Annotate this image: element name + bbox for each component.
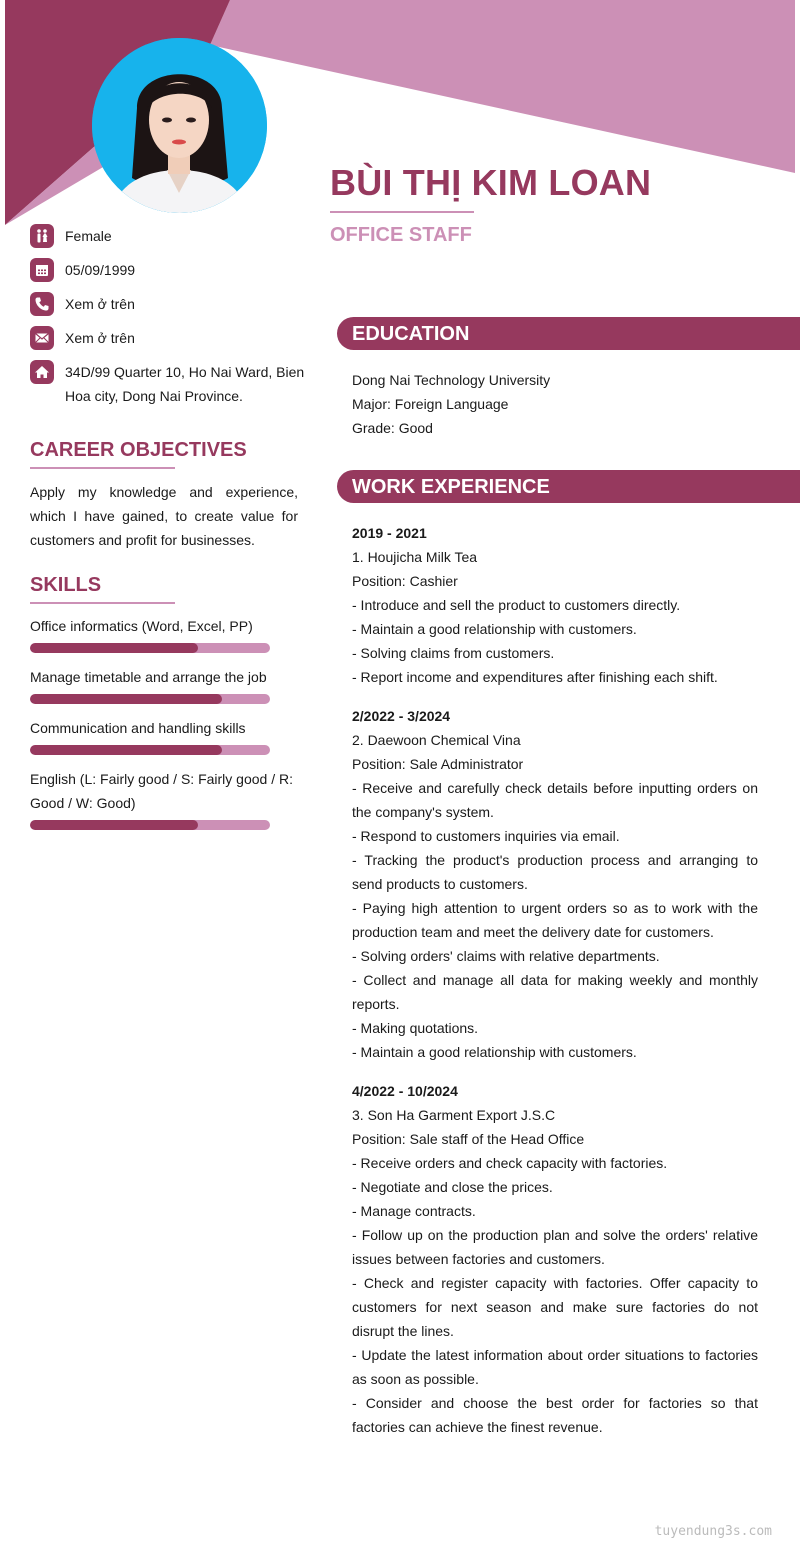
skill-bar	[30, 694, 270, 704]
job-duty: - Follow up on the production plan and solve the orders' relative issues between factories and customers.	[352, 1227, 758, 1267]
contact-birthday-text: 05/09/1999	[65, 262, 136, 278]
job-duty: - Collect and manage all data for making weekly and monthly reports.	[352, 972, 758, 1012]
job-position: Position: Sale staff of the Head Office	[352, 1131, 585, 1147]
career-objectives-heading: CAREER OBJECTIVES	[30, 439, 247, 461]
contact-gender	[30, 224, 320, 248]
skill-bar-fill	[30, 643, 198, 653]
job-duty: - Making quotations.	[352, 1020, 479, 1036]
phone-icon	[30, 292, 54, 316]
career-objectives-underline	[30, 467, 175, 469]
skill-item	[30, 767, 300, 830]
skill-bar-fill	[30, 745, 222, 755]
skill-name: Office informatics (Word, Excel, PP)	[30, 618, 253, 634]
skill-bar	[30, 745, 270, 755]
job-company: 3. Son Ha Garment Export J.S.C	[352, 1107, 556, 1123]
job-duty: - Respond to customers inquiries via email.	[352, 828, 620, 844]
skill-bar-fill	[30, 694, 222, 704]
contact-address-text: 34D/99 Quarter 10, Ho Nai Ward, Bien Hoa city, Dong Nai Province.	[65, 364, 305, 404]
job-duty: - Manage contracts.	[352, 1203, 476, 1219]
job-position: Position: Cashier	[352, 573, 458, 589]
contact-address	[30, 360, 320, 408]
job-duty: - Check and register capacity with factories. Offer capacity to customers for next season and make sure factories do not disrupt the lines.	[352, 1275, 758, 1339]
candidate-name: BÙI THỊ KIM LOAN	[330, 162, 652, 203]
skill-item	[30, 665, 300, 704]
contact-birthday	[30, 258, 320, 282]
education-heading: EDUCATION	[337, 317, 800, 350]
job-position: Position: Sale Administrator	[352, 756, 524, 772]
job-company: 2. Daewoon Chemical Vina	[352, 732, 521, 748]
contact-email-text: Xem ở trên	[65, 330, 135, 346]
contact-phone-text: Xem ở trên	[65, 296, 135, 312]
skills-list	[30, 614, 300, 842]
skill-name: Manage timetable and arrange the job	[30, 669, 267, 685]
calendar-icon	[30, 258, 54, 282]
skills-underline	[30, 602, 175, 604]
job-company: 1. Houjicha Milk Tea	[352, 549, 478, 565]
career-objectives-text: Apply my knowledge and experience, which I have gained, to create value for customers and profit for businesses.	[30, 484, 298, 548]
job-duty: - Maintain a good relationship with customers.	[352, 621, 637, 637]
skill-item	[30, 614, 300, 653]
skill-bar	[30, 820, 270, 830]
job-duty: - Solving orders' claims with relative departments.	[352, 948, 660, 964]
skills-heading: SKILLS	[30, 574, 102, 596]
job-entry	[352, 1079, 758, 1439]
skill-name: English (L: Fairly good / S: Fairly good / R: Good / W: Good)	[30, 771, 293, 811]
contact-gender-text: Female	[65, 228, 112, 244]
job-title: OFFICE STAFF	[330, 224, 472, 246]
work-experience-heading: WORK EXPERIENCE	[337, 470, 800, 503]
contact-email	[30, 326, 320, 350]
job-duty: - Negotiate and close the prices.	[352, 1179, 553, 1195]
job-period: 4/2022 - 10/2024	[352, 1083, 458, 1099]
job-duty: - Tracking the product's production process and arranging to send products to customers.	[352, 852, 758, 892]
skill-item	[30, 716, 300, 755]
job-duty: - Introduce and sell the product to customers directly.	[352, 597, 681, 613]
name-underline	[330, 211, 474, 213]
job-duty: - Paying high attention to urgent orders so as to work with the production team and meet the delivery date for customers.	[352, 900, 758, 940]
contact-phone	[30, 292, 320, 316]
work-experience-list	[352, 521, 758, 1454]
job-period: 2019 - 2021	[352, 525, 427, 541]
email-icon	[30, 326, 54, 350]
profile-photo	[92, 38, 267, 213]
skill-name: Communication and handling skills	[30, 720, 246, 736]
education-grade: Grade: Good	[352, 420, 433, 436]
education-school: Dong Nai Technology University	[352, 372, 551, 388]
job-duty: - Receive and carefully check details before inputting orders on the company's system.	[352, 780, 758, 820]
education-major: Major: Foreign Language	[352, 396, 509, 412]
gender-icon	[30, 224, 54, 248]
watermark: tuyendung3s.com	[654, 1524, 772, 1539]
home-icon	[30, 360, 54, 384]
job-entry	[352, 521, 758, 689]
job-period: 2/2022 - 3/2024	[352, 708, 451, 724]
skill-bar-fill	[30, 820, 198, 830]
job-duty: - Consider and choose the best order for factories so that factories can achieve the finest revenue.	[352, 1395, 758, 1435]
skill-bar	[30, 643, 270, 653]
education-content	[352, 368, 758, 440]
job-duty: - Maintain a good relationship with customers.	[352, 1044, 637, 1060]
job-duty: - Report income and expenditures after finishing each shift.	[352, 669, 718, 685]
job-duty: - Update the latest information about order situations to factories as soon as possible.	[352, 1347, 758, 1387]
job-duty: - Receive orders and check capacity with factories.	[352, 1155, 668, 1171]
job-duty: - Solving claims from customers.	[352, 645, 555, 661]
contact-list	[30, 224, 320, 418]
job-entry	[352, 704, 758, 1064]
